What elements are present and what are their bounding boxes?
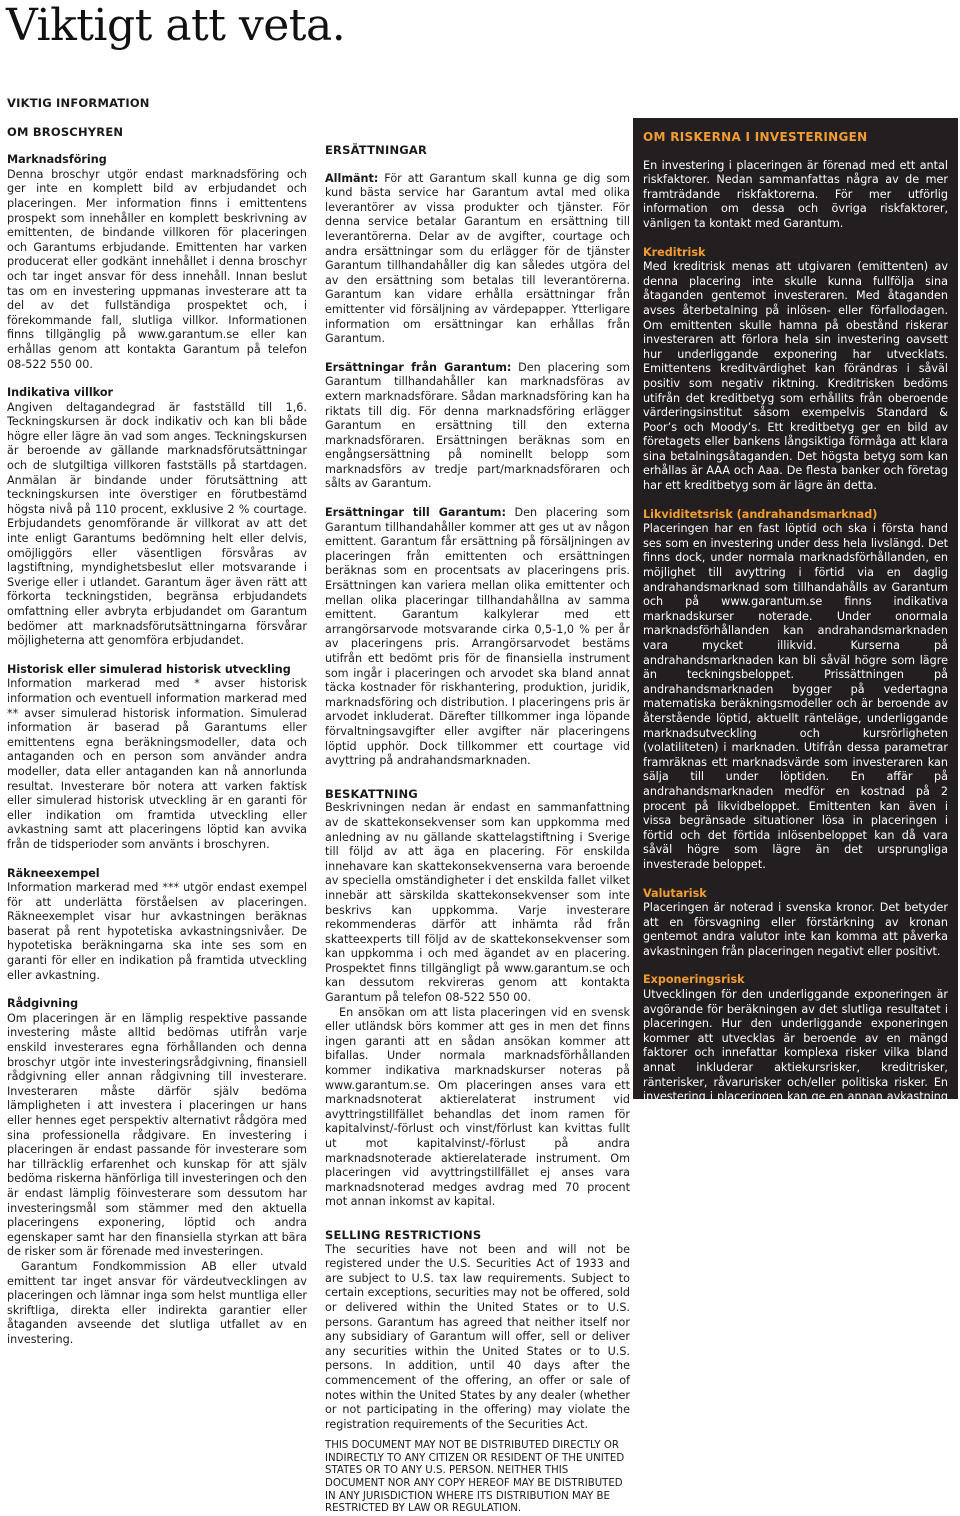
column-viktig-information — [7, 96, 307, 1348]
block-heading: Marknadsföring — [7, 153, 107, 167]
block-historisk-utveckling — [7, 663, 307, 853]
block-radgivning — [7, 997, 307, 1260]
block-text: Denna broschyr utgör endast marknadsföring och ger inte en komplett bild av erbjudandet och placeringen. Mer information finns i emittentens prospekt som innehåller en komplett beskrivning av emittenten, de bindande villkoren för placeringen och Garantums erbjudande. Emittenten har varken producerat eller godkänt innehållet i denna broschyr och tar inget ansvar för dess innehåll. Innan beslut tas om en investering uppmanas investerare att ta del av det fullständiga prospektet och, i förekommande fall, slutliga villkor. Informationen finns tillgänglig på www.garantum.se eller kan erhållas genom att kontakta Garantum på telefon 08-522 550 00. — [7, 167, 307, 371]
block-heading: Historisk eller simulerad historisk utveckling — [7, 662, 291, 676]
block-heading: Rådgivning — [7, 997, 79, 1011]
risk-block-likviditetsrisk — [643, 508, 948, 873]
block-text: Angiven deltagandegrad är fastställd till 1,6. Teckningskursen är dock indikativ och kan bli både högre eller lägre än vad som anges. Teckningskursen är beroende av gällande marknadsförutsättningar och de slutgiltiga villkoren fastställs på startdagen. Anmälan är bindande under förutsättning att teckningskursen inte överstiger en förutbestämd högsta nivå på 110 procent, exklusive 2 % courtage. Erbjudandets genomförande är villkorat av att det inte enligt Garantums bedömning helt eller delvis, omöjliggörs eller väsentligen försvåras av lagstiftning, myndighetsbeslut eller motsvarande i Sverige eller i utlandet. Garantum äger även rätt att förkorta teckningstiden, begränsa erbjudandets omfattning eller avbryta erbjudandet om Garantum bedömer att marknadsförutsättningarna försvårar möjligheterna att genomföra erbjudandet. — [7, 400, 307, 648]
risk-block-text: Med kreditrisk menas att utgivaren (emittenten) av denna placering inte skulle kunna fullfölja sina åtaganden gentemot investeraren. Med åtaganden avses återbetalning på inlösen- eller förfallodagen. Om emittenten skulle hamna på obestånd riskerar investeraren att förlora hela sin investering oavsett hur underliggande exponering har utvecklats. Emittentens kreditvärdighet kan förändras i såväl positiv som negativ riktning. Kreditrisken bedöms utifrån det kreditbetyg som erhållits från oberoende värderingsinstitut såsom exempelvis Standard & Poor’s och Moody’s. Ett kreditbetyg ger en bild av företagets eller bankens långsiktiga förmåga att klara sina betalningsåtaganden. Det högsta betyg som kan erhållas är AAA och Aaa. De flesta banker och företag har ett kreditbetyg som är lägre än detta. — [643, 260, 948, 493]
block-heading: Räkneexempel — [7, 866, 100, 880]
risk-block-text: Placeringen är noterad i svenska kronor. Det betyder att en försvagning eller förstärkning av kronan gentemot andra valutor inte kan komma att påverka avkastningen från placeringen negativt eller positivt. — [643, 901, 948, 958]
para-lead: Ersättningar till Garantum: — [325, 506, 506, 520]
block-heading: Indikativa villkor — [7, 386, 114, 400]
risk-heading: OM RISKERNA I INVESTERINGEN — [643, 130, 868, 144]
beskattning-text-2: En ansökan om att lista placeringen vid en svensk eller utländsk börs kommer att ges in men det finns ingen garanti att en sådan ansökan kommer att bifallas. Under normala marknadsförhållanden kommer indikativa marknadskurser noteras på www.garantum.se. Om placeringen anses vara ett marknadsnoterat aktierelaterat instrument vid avyttringstillfället behandlas det inom ramen för kapitalvinst/-förlust och vinst/förlust kan kvittas fullt ut mot kapitalvinst/-förlust på andra marknadsnoterade aktierelaterade instrument. Om placeringen vid avyttringstillfället ej anses vara marknadsnoterad medges avdrag med 70 procent mot annan inkomst av kapital. — [325, 1005, 630, 1209]
risk-block-exponeringsrisk — [643, 973, 948, 1134]
block-text: Om placeringen är en lämplig respektive passande investering måste alltid bedömas utifrån varje enskild investerares egna förhållanden och denna broschyr utgör inte investeringsrådgivning, finansiell rådgivning eller annan rådgivning till investerare. Investeraren måste därför själv bedöma lämpligheten i att investera i placeringen ur hans eller hennes eget perspektiv alternativt rådgöra med sina professionella rådgivare. En investering i placeringen är endast passande för investerare som har tillräcklig erfarenhet och kunskap för att själv bedöma riskerna hänförliga till investeringen och den är endast lämplig föinvesterare som dessutom har investeringsmål som stämmer med den aktuella placeringens exponering, löptid och andra egenskaper samt har den finansiella styrkan att bära de risker som är förenade med investeringen. — [7, 1011, 308, 1259]
selling-restrictions-text: The securities have not been and will not be registered under the U.S. Securities Act of 1933 and are subject to U.S. tax law requirements. Subject to certain exceptions, securities may not be offered, sold or delivered within the United States or to U.S. persons. Garantum has agreed that neither itself nor any subsidiary of Garantum will offer, sell or deliver any securities within the United States or to U.S. persons. In addition, until 40 days after the commencement of the offering, an offer or sale of notes within the United States by any dealer (whether or not participating in the offering) may violate the registration requirements of the Securities Act. — [325, 1242, 630, 1431]
block-indikativa-villkor — [7, 386, 307, 649]
para-lead: Ersättningar från Garantum: — [325, 360, 512, 374]
block-text: Information markerad med *** utgör endast exempel för att underlätta förståelsen av placeringen. Räkneexemplet visar hur avkastningen beräknas baserat på rent hypotetiska avkastningsnivåer. De hypotetiska beräkningarna ska inte ses som en garanti för eller en indikation på framtida utveckling eller avkastning. — [7, 881, 307, 982]
risk-block-kreditrisk — [643, 246, 948, 494]
ersattningar-heading: ERSÄTTNINGAR — [325, 143, 428, 157]
beskattning-heading: BESKATTNING — [325, 786, 418, 801]
block-text: Information markerad med * avser historisk information och eventuell information markerad med ** avser simulerad historisk information. Simulerad information är baserad på Garantums eller emittentens egna beräkningsmodeller, data och antaganden och en person som använder andra modeller, data eller antaganden kan nå annorlunda resultat. Investerare bör notera att varken faktisk eller simulerad historisk utveckling är en garanti för eller indikation om framtida utveckling eller avkastning samt att placeringens löptid kan avvika från de tidsperioder som använts i broschyren. — [7, 677, 307, 851]
block-text: Garantum Fondkommission AB eller utvald emittent tar inget ansvar för värdeutvecklingen av placeringen och lämnar inga som helst muntliga eller skriftliga, direkta eller indirekta garantier eller åtaganden avseende det slutliga utfallet av en investering. — [7, 1259, 307, 1346]
para-till-garantum — [325, 506, 630, 769]
column-ersattningar — [325, 143, 630, 1516]
risk-box — [633, 118, 958, 1133]
section-heading: VIKTIG INFORMATION — [7, 96, 150, 110]
subsection-heading: OM BROSCHYREN — [7, 124, 124, 139]
para-text: För att Garantum skall kunna ge dig som kund bästa service har Garantum avtal med olika leverantörer av vissa produkter och tjänster. För denna service betalar Garantum en ersättning till leverantörerna. Delar av de avgifter, courtage och andra ersättningar som du erlägger för de tjänster Garantum tillhandahåller dig kan således utgöra del av den ersättning som betalas till leverantörerna. Garantum kan vidare erhålla ersättningar från emittenter vid försäljning av värdepapper. Ytterligare information om ersättningar kan erhållas från Garantum. — [325, 171, 630, 346]
risk-block-valutarisk — [643, 887, 948, 960]
risk-block-heading: Likviditetsrisk (andrahandsmarknad) — [643, 507, 878, 521]
block-ansvar — [7, 1260, 307, 1348]
para-fran-garantum — [325, 361, 630, 492]
legal-notice: THIS DOCUMENT MAY NOT BE DISTRIBUTED DIRECTLY OR INDIRECTLY TO ANY CITIZEN OR RESIDENT OF THE UNITED STATES OR TO ANY U.S. PERSON. NEITHER THIS DOCUMENT NOR ANY COPY HEREOF MAY BE DISTRIBUTED IN ANY JURISDICTION WHERE ITS DISTRIBUTION MAY BE RESTRICTED BY LAW OR REGULATION. — [325, 1440, 625, 1515]
risk-block-heading: Valutarisk — [643, 886, 707, 900]
para-lead: Allmänt: — [325, 171, 379, 185]
para-text: Den placering som Garantum tillhandahåller kommer att ges ut av någon emittent. Garantum får ersättning på försäljningen av placeringen från emittenten och ersättningen beräknas som en procentsats av placeringens pris. Ersättningen kan variera mellan olika emittenter och mellan olika placeringar tillhandahållna av samma emittent. Garantum kalkylerar med ett arrangörsarvode motsvarande cirka 0,5-1,0 % per år av placeringens pris. Arrangörsarvodet bestäms utifrån ett bedömt pris för de finansiella instrument som ingår i placeringen och arvodet ska bland annat täcka kostnader för riskhantering, produktion, juridik, marknadsföring och distribution. I placeringens pris är arvodet inkluderat. Därefter tillkommer inga löpande förvaltningsavgifter eller avgifter när placeringens löptid upphör. Dock tillkommer ett courtage vid avyttring på andrahandsmarknaden. — [325, 506, 630, 768]
page-title: Viktigt att veta. — [6, 0, 346, 51]
risk-block-heading: Kreditrisk — [643, 245, 706, 259]
block-marknadsforing — [7, 153, 307, 372]
risk-block-text: Placeringen har en fast löptid och ska i första hand ses som en investering under dess hela livslängd. Det finns dock, under normala marknadsförhållanden, en möjlighet till avyttring i förtid via en daglig andrahandsmarknad som tillhandahålls av Garantum och på www.garantum.se finns indikativa marknadskurser noterade. Under onormala marknadsförhållanden kan andrahandsmarknaden vara mycket illikvid. Kurserna på andrahandsmarknaden kan bli såväl högre som lägre än teckningsbeloppet. Prissättningen på andrahandsmarknaden bygger på vedertagna matematiska beräkningsmodeller och är beroende av återstående löptid, aktuellt ränteläge, underliggande marknadsutveckling och kursrörligheten (volatiliteten) i marknaden. Utifrån dessa parametrar framräknas ett marknadsvärde som investeraren kan sälja till under löptiden. En affär på andrahandsmarknaden medför en kostnad på 2 procent på likvidbeloppet. Emittenten kan även i vissa begränsade situationer lösa in placeringen i förtid och det förtida inlösenbeloppet kan då vara såväl högre som lägre än det ursprungliga investerade beloppet. — [643, 522, 948, 871]
block-rakneexempel — [7, 867, 307, 984]
risk-block-heading: Exponeringsrisk — [643, 973, 745, 987]
selling-restrictions-heading: SELLING RESTRICTIONS — [325, 1227, 482, 1242]
risk-block-text: Utvecklingen för den underliggande exponeringen är avgörande för beräkningen av det slutliga resultatet i placeringen. Hur den underliggande exponeringen kommer att utvecklas är beroende av en mängd faktorer och innefattar komplexa risker vilka bland annat inkluderar aktiekursrisker, kreditrisker, ränterisker, råvarurisker och/eller politiska risker. En investering i placeringen kan ge en annan avkastning än en direktinvestering i den underliggande exponeringen. — [643, 988, 948, 1133]
beskattning-text-1: Beskrivningen nedan är endast en sammanfattning av de skattekonsekvenser som kan uppkomma med anledning av nu gällande skattelagstiftning i Sverige till följd av att äga en placering. För enskilda innehavare kan skattekonsekvenserna vara beroende av speciella omständigheter i det enskilda fallet vilket innebär att särskilda skattekonsekvenser som inte beskrivs kan uppkomma. Varje investerare rekommenderas därför att inhämta råd från skatteexperts till följd av de skattekonsekvenser som kan uppkomma i och med ägandet av en placering. Prospektet finns tillgängligt på www.garantum.se och kan dessutom rekvireras genom att kontakta Garantum på telefon 08-522 550 00. — [325, 801, 630, 1005]
risk-intro: En investering i placeringen är förenad med ett antal riskfaktorer. Nedan sammanfattas några av de mer framträdande riskfaktorerna. För mer utförlig information om dessa och övriga riskfaktorer, vänligen ta kontakt med Garantum. — [643, 158, 948, 230]
para-allmant — [325, 172, 630, 347]
para-text: Den placering som Garantum tillhandahåller kan marknadsföras av extern marknadsförare. Sådan marknadsföring kan ha riktats till dig. För denna marknadsföring erlägger Garantum en ersättning till den externa marknadsföraren. Ersättningen beräknas som en engångsersättning på nominellt belopp som marknadsförs av tredje part/marknadsföraren och sålts av Garantum. — [325, 360, 630, 491]
